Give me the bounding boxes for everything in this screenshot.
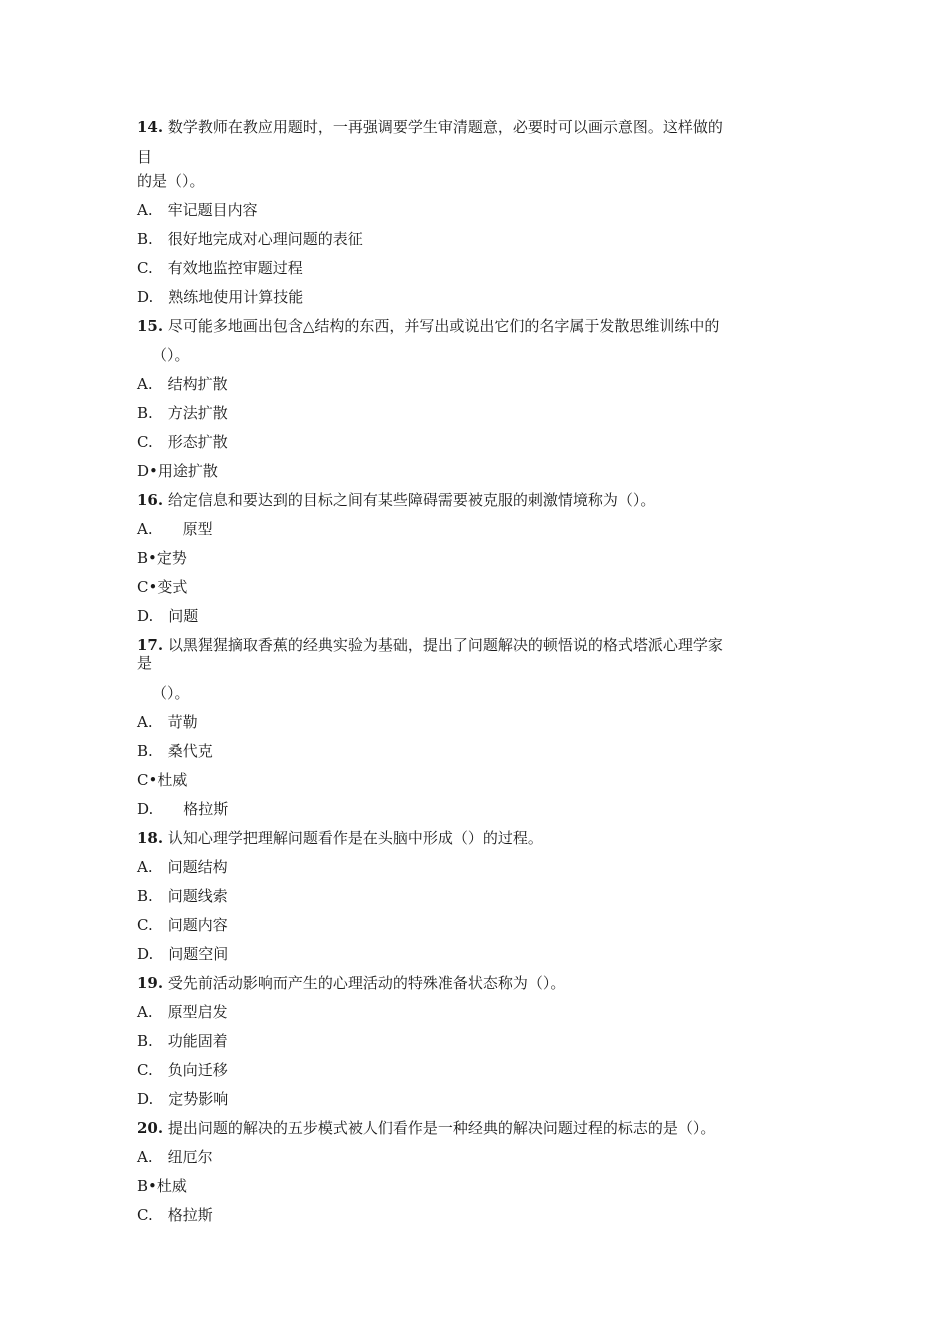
question-17-option-a: A. 苛勒 (137, 713, 198, 731)
question-16-option-d: D. 问题 (137, 607, 199, 625)
question-17-number: 17. (137, 636, 164, 654)
question-14-stem-line-3: 的是（）。 (137, 172, 205, 190)
question-18-stem-line-1 (137, 829, 543, 847)
question-18-stem-text-1: 认知心理学把理解问题看作是在头脑中形成（）的过程。 (167, 829, 543, 847)
question-19-stem-text-1: 受先前活动影响而产生的心理活动的特殊准备状态称为（）。 (167, 974, 566, 992)
question-19-number: 19. (137, 974, 164, 992)
question-14-option-c: C. 有效地监控审题过程 (137, 259, 303, 277)
question-20-stem-text-1: 提出问题的解决的五步模式被人们看作是一种经典的解决问题过程的标志的是（）。 (167, 1119, 716, 1137)
question-19-option-d: D. 定势影响 (137, 1090, 229, 1108)
question-15-option-a: A. 结构扩散 (137, 375, 228, 393)
question-18-option-c: C. 问题内容 (137, 916, 228, 934)
question-16-option-c: C•变式 (137, 578, 188, 596)
question-19-option-a: A. 原型启发 (137, 1003, 228, 1021)
question-17-stem-line-2: 是 (137, 654, 153, 672)
question-15-option-d: D•用途扩散 (137, 462, 218, 480)
question-14-option-a: A. 牢记题目内容 (137, 201, 258, 219)
question-20-stem-line-1 (137, 1119, 715, 1137)
question-16-option-a: A. 原型 (137, 520, 213, 538)
question-16-number: 16. (137, 491, 164, 509)
question-15-stem-line-1 (137, 317, 719, 335)
question-19-option-c: C. 负向迁移 (137, 1061, 228, 1079)
question-18-option-a: A. 问题结构 (137, 858, 228, 876)
question-17-option-c: C•杜威 (137, 771, 188, 789)
question-14-stem-line-1 (137, 118, 723, 136)
question-20-number: 20. (137, 1119, 164, 1137)
question-20-option-a: A. 纽厄尔 (137, 1148, 213, 1166)
question-14-option-d: D. 熟练地使用计算技能 (137, 288, 304, 306)
question-19-stem-line-1 (137, 974, 565, 992)
question-18-number: 18. (137, 829, 164, 847)
question-20-option-b: B•杜威 (137, 1177, 187, 1195)
question-15-stem-line-2: （）。 (152, 346, 190, 364)
question-17-stem-line-3: （）。 (152, 684, 190, 702)
question-15-number: 15. (137, 317, 164, 335)
question-18-option-d: D. 问题空间 (137, 945, 229, 963)
question-20-option-c: C. 格拉斯 (137, 1206, 213, 1224)
question-15-stem-text-1: 尽可能多地画出包含△结构的东西，并写出或说出它们的名字属于发散思维训练中的 (167, 317, 720, 335)
question-16-option-b: B•定势 (137, 549, 187, 567)
question-15-option-c: C. 形态扩散 (137, 433, 228, 451)
question-17-stem-text-1: 以黑猩猩摘取香蕉的经典实验为基础，提出了问题解决的顿悟说的格式塔派心理学家 (167, 636, 723, 654)
question-16-stem-text-1: 给定信息和要达到的目标之间有某些障碍需要被克服的刺激情境称为（）。 (167, 491, 656, 509)
question-14-number: 14. (137, 118, 164, 136)
question-14-stem-text-1: 数学教师在教应用题时，一再强调要学生审清题意，必要时可以画示意图。这样做的 (167, 118, 723, 136)
question-19-option-b: B. 功能固着 (137, 1032, 228, 1050)
question-14-stem-line-2: 目 (137, 148, 153, 166)
question-17-stem-line-1 (137, 636, 723, 654)
question-15-option-b: B. 方法扩散 (137, 404, 228, 422)
question-18-option-b: B. 问题线索 (137, 887, 228, 905)
question-17-option-b: B. 桑代克 (137, 742, 213, 760)
question-17-option-d: D. 格拉斯 (137, 800, 229, 818)
question-16-stem-line-1 (137, 491, 655, 509)
question-14-option-b: B. 很好地完成对心理问题的表征 (137, 230, 363, 248)
